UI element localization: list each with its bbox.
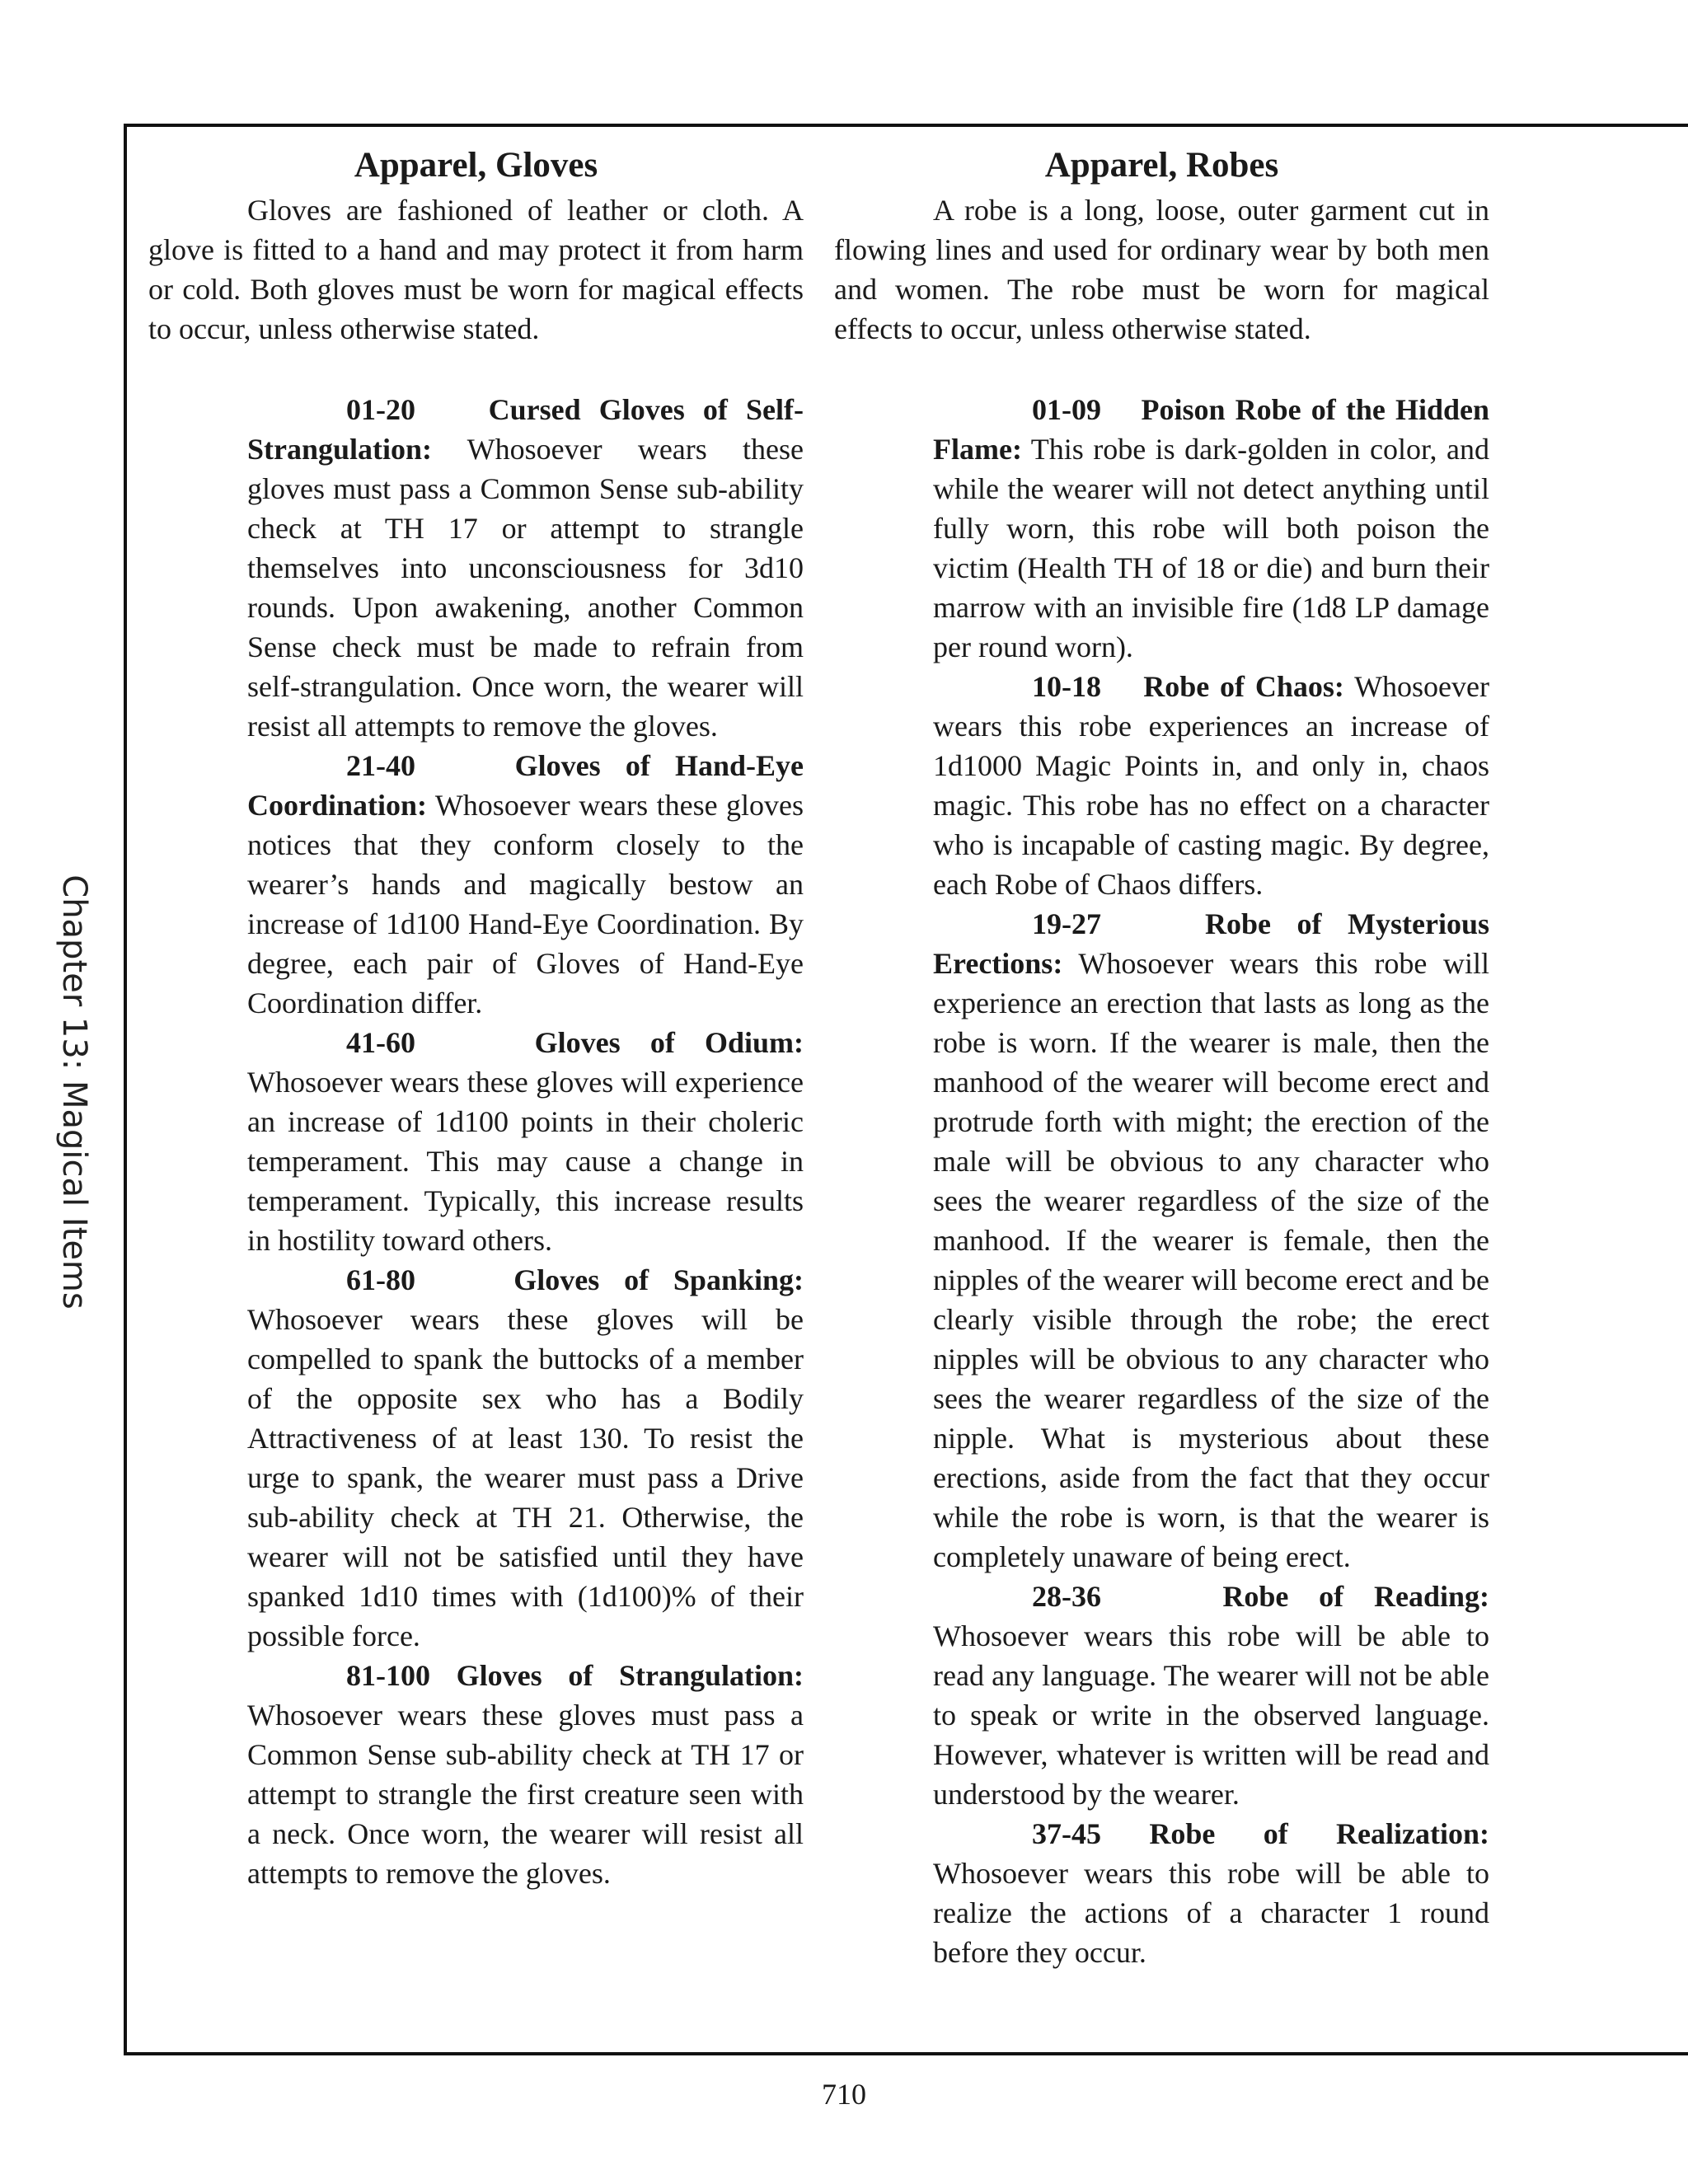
entry-name: Robe of Realization: bbox=[1149, 1816, 1490, 1850]
left-column bbox=[148, 144, 804, 1893]
entry-range: 41-60 bbox=[346, 1025, 415, 1059]
right-column bbox=[834, 144, 1489, 1972]
entry-name: Gloves of Strangulation: bbox=[456, 1658, 804, 1692]
entry-text: Whosoever wears this robe will be able to realize the actions of a character 1 round before they occur. bbox=[933, 1856, 1489, 1969]
section-title-robes: Apparel, Robes bbox=[1044, 146, 1279, 185]
robes-entry-list bbox=[933, 390, 1489, 1972]
entry-robe-erections bbox=[933, 904, 1489, 1577]
section-intro-robes: A robe is a long, loose, outer garment cut in flowing lines and used for ordinary wear by both men and women. The robe must be worn for magical effects to occur, unless otherwise stated. bbox=[834, 193, 1489, 345]
entry-gloves-odium bbox=[247, 1023, 804, 1260]
chapter-label-text: Chapter 13: Magical Items bbox=[55, 874, 93, 1310]
gloves-entry-list bbox=[247, 390, 804, 1893]
section-intro-gloves: Gloves are fashioned of leather or cloth. A glove is fitted to a hand and may protect it from harm or cold. Both gloves must be worn for magical effects to occur, unless otherwise stated. bbox=[148, 193, 804, 345]
entry-range: 28-36 bbox=[1032, 1579, 1101, 1613]
entry-robe-chaos bbox=[933, 667, 1489, 904]
page-number: 710 bbox=[822, 2078, 866, 2111]
entry-gloves-strangulation bbox=[247, 1656, 804, 1893]
entry-range: 01-20 bbox=[346, 392, 415, 426]
entry-text: Whosoever wears these gloves notices that they conform closely to the wearer’s hands and magically bestow an increase of 1d100 Hand-Eye Coordination. By degree, each pair of Gloves of Hand-Eye Coordination differ. bbox=[247, 788, 804, 1019]
entry-text: Whosoever wears these gloves must pass a Common Sense sub-ability check at TH 17 or attempt to strangle themselves into unconsciousness for 3d10 rounds. Upon awakening, another Common Sense check must be made to refrain from self-strangulation. Once worn, the wearer will resist all attempts to remove the gloves. bbox=[247, 432, 804, 743]
entry-name: Gloves of Spanking: bbox=[513, 1263, 804, 1296]
entry-name: Cursed Gloves of Self-Strangulation: bbox=[247, 392, 804, 466]
entry-range: 21-40 bbox=[346, 748, 415, 782]
entry-name: Gloves of Odium: bbox=[534, 1025, 804, 1059]
entry-text: This robe is dark-golden in color, and while the wearer will not detect anything until fully worn, this robe will both poison the victim (Health TH of 18 or die) and burn their marrow with an invisible fire (1d8 LP damage per round worn). bbox=[933, 432, 1489, 663]
entry-text: Whosoever wears these gloves will experience an increase of 1d100 points in their choleric temperament. This may cause a change in temperament. Typically, this increase results in hostility toward others. bbox=[247, 1065, 804, 1257]
entry-name: Gloves of Hand-Eye Coordination: bbox=[247, 748, 804, 822]
entry-range: 37-45 bbox=[1032, 1816, 1101, 1850]
entry-text: Whosoever wears these gloves must pass a Common Sense sub-ability check at TH 17 or attempt to strangle the first creature seen with a neck. Once worn, the wearer will resist all attempts to remove the gloves. bbox=[247, 1698, 804, 1890]
entry-range: 19-27 bbox=[1032, 907, 1101, 940]
entry-cursed-gloves bbox=[247, 390, 804, 746]
entry-gloves-spanking bbox=[247, 1260, 804, 1656]
entry-name: Poison Robe of the Hidden Flame: bbox=[933, 392, 1490, 466]
entry-gloves-hand-eye bbox=[247, 746, 804, 1023]
entry-range: 61-80 bbox=[346, 1263, 415, 1296]
entry-name: Robe of Reading: bbox=[1222, 1579, 1490, 1613]
entry-text: Whosoever wears this robe will be able to read any language. The wearer will not be able to speak or write in the observed language. However, whatever is written will be read and understood by the wearer. bbox=[933, 1619, 1489, 1811]
entry-name: Robe of Chaos: bbox=[1143, 669, 1344, 703]
entry-text: Whosoever wears this robe will experience an erection that lasts as long as the robe is worn. If the wearer is male, then the manhood of the wearer will become erect and protrude forth with might; the erection of the male will be obvious to any character who sees the wearer regardless of the size of the manhood. If the wearer is female, then the nipples of the wearer will become erect and be clearly visible through the robe; the erect nipples will be obvious to any character who sees the wearer regardless of the size of the nipple. What is mysterious about these erections, aside from the fact that they occur while the robe is worn, is that the wearer is completely unaware of being erect. bbox=[933, 946, 1489, 1573]
entry-name: Robe of Mysterious Erections: bbox=[933, 907, 1489, 980]
entry-range: 81-100 bbox=[346, 1658, 430, 1692]
section-title-gloves: Apparel, Gloves bbox=[354, 146, 598, 185]
entry-text: Whosoever wears these gloves will be compelled to spank the buttocks of a member of the opposite sex who has a Bodily Attractiveness of at least 130. To resist the urge to spank, the wearer must pass a Drive sub-ability check at TH 21. Otherwise, the wearer will not be satisfied until they have spanked 1d10 times with (1d100)% of their possible force. bbox=[247, 1302, 804, 1652]
entry-robe-reading bbox=[933, 1577, 1489, 1814]
entry-robe-realization bbox=[933, 1814, 1489, 1972]
entry-poison-robe bbox=[933, 390, 1489, 667]
entry-range: 01-09 bbox=[1032, 392, 1101, 426]
entry-text: Whosoever wears this robe experiences an increase of 1d1000 Magic Points in, and only in, chaos magic. This robe has no effect on a character who is incapable of casting magic. By degree, each Robe of Chaos differs. bbox=[933, 669, 1489, 901]
entry-range: 10-18 bbox=[1032, 669, 1101, 703]
